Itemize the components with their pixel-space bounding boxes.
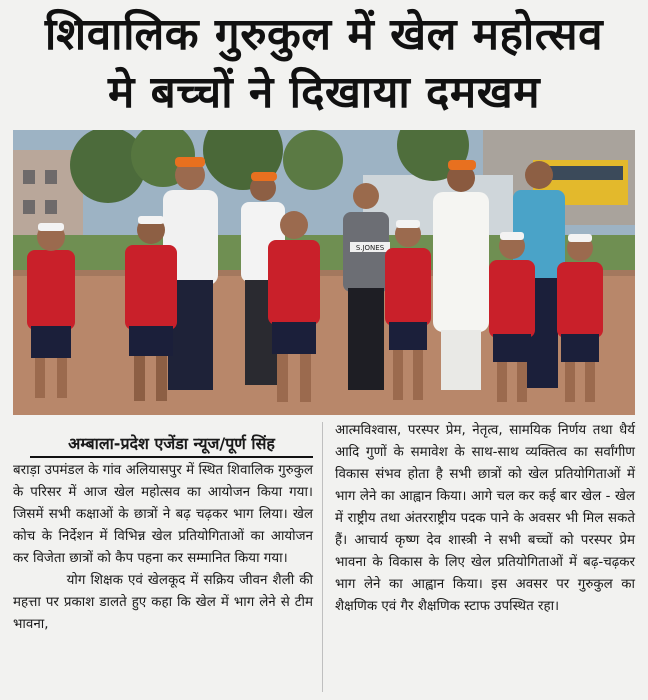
shirt-tag-text: S.JONES	[355, 244, 385, 252]
news-photo	[13, 130, 635, 415]
article-column-left	[13, 460, 313, 636]
column-divider	[322, 422, 323, 692]
headline	[0, 6, 648, 122]
headline-line-2: मे बच्चों ने दिखाया दमखम	[107, 67, 541, 118]
headline-line-1: शिवालिक गुरुकुल में खेल महोत्सव	[44, 9, 604, 60]
article-paragraph: बराड़ा उपमंडल के गांव अलियासपुर में स्थित शिवालिक गुरुकुल के परिसर में आज खेल महोत्सव का आयोजन किया गया। जिसमें सभी कक्षाओं के छात्रों ने बढ़ चढ़कर भाग लिया। खेल कोच के निर्देशन में विभिन्न खेल प्रतियोगिताओं का आयोजन कर विजेता छात्रों को कैप पहना कर सम्मानित किया गया।	[13, 463, 313, 566]
group-photo-illustration	[13, 130, 635, 415]
byline: अम्बाला-प्रदेश एजेंडा न्यूज/पूर्ण सिंह	[30, 432, 313, 458]
article-paragraph: योग शिक्षक एवं खेलकूद में सक्रिय जीवन शैली की महत्ता पर प्रकाश डालते हुए कहा कि खेल में भाग लेने से टीम भावना,	[13, 573, 313, 632]
article-column-right	[335, 420, 635, 618]
article-paragraph: आत्मविश्वास, परस्पर प्रेम, नेतृत्व, सामयिक निर्णय तथा धैर्य आदि गुणों के समावेश के साथ-साथ व्यक्तित्व का सर्वांगीण विकास संभव होता है सभी छात्रों को खेल प्रतियोगिताओं में भाग लेने का आह्वान किया। आगे चल कर कई बार खेल - खेल में राष्ट्रीय तथा अंतरराष्ट्रीय पदक पाने के अवसर भी मिल सकते हैं। आचार्य कृष्ण देव शास्त्री ने सभी बच्चों को परस्पर प्रेम भावना के विकास के लिए खेल प्रतियोगिताओं में बढ़-चढ़कर भाग लेने का आह्वान किया। इस अवसर पर गुरुकुल का शैक्षणिक एवं गैर शैक्षणिक स्टाफ उपस्थित रहा।	[335, 423, 635, 614]
